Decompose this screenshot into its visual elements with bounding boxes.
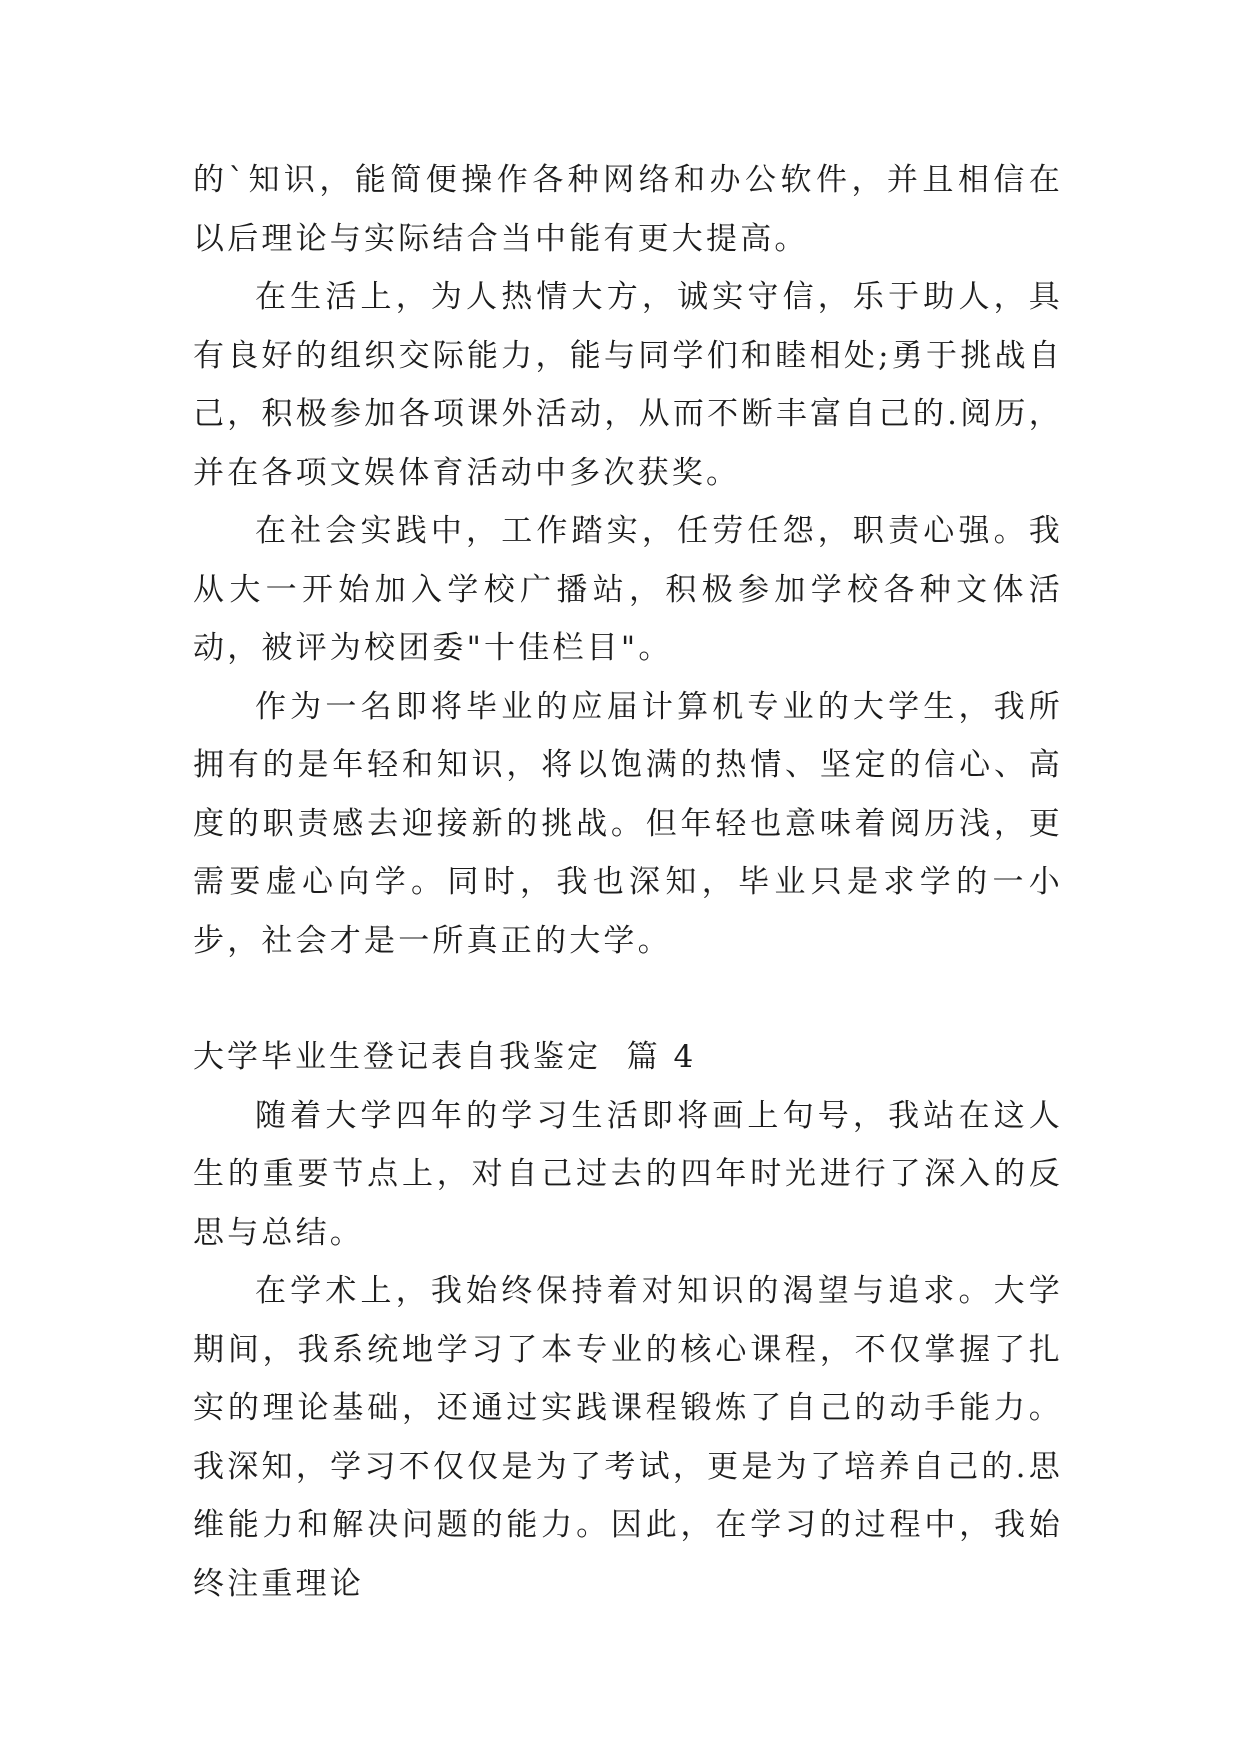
document-body (193, 151, 1063, 1613)
paragraph-graduate-outlook: 作为一名即将毕业的应届计算机专业的大学生，我所拥有的是年轻和知识，将以饱满的热情、坚定的信心、高度的职责感去迎接新的挑战。但年轻也意味着阅历浅，更需要虚心向学。同时，我也深知，毕业只是求学的一小步，社会才是一所真正的大学。 (193, 688, 1063, 959)
paragraph-continuation: 的`知识，能简便操作各种网络和办公软件，并且相信在以后理论与实际结合当中能有更大提高。 (193, 162, 1063, 257)
paragraph-academic: 在学术上，我始终保持着对知识的渴望与追求。大学期间，我系统地学习了本专业的核心课程，不仅掌握了扎实的理论基础，还通过实践课程锻炼了自己的动手能力。我深知，学习不仅仅是为了考试，更是为了培养自己的.思维能力和解决问题的能力。因此，在学习的过程中，我始终注重理论 (193, 1273, 1063, 1602)
section-heading: 大学毕业生登记表自我鉴定 篇 4 (193, 1039, 697, 1075)
paragraph-life: 在生活上，为人热情大方，诚实守信，乐于助人，具有良好的组织交际能力，能与同学们和睦相处;勇于挑战自己，积极参加各项课外活动，从而不断丰富自己的.阅历，并在各项文娱体育活动中多次获奖。 (193, 279, 1063, 491)
paragraph-intro: 随着大学四年的学习生活即将画上句号，我站在这人生的重要节点上，对自己过去的四年时光进行了深入的反思与总结。 (193, 1097, 1063, 1251)
paragraph-social-practice: 在社会实践中，工作踏实，任劳任怨，职责心强。我从大一开始加入学校广播站，积极参加学校各种文体活动，被评为校团委"十佳栏目"。 (193, 513, 1063, 666)
